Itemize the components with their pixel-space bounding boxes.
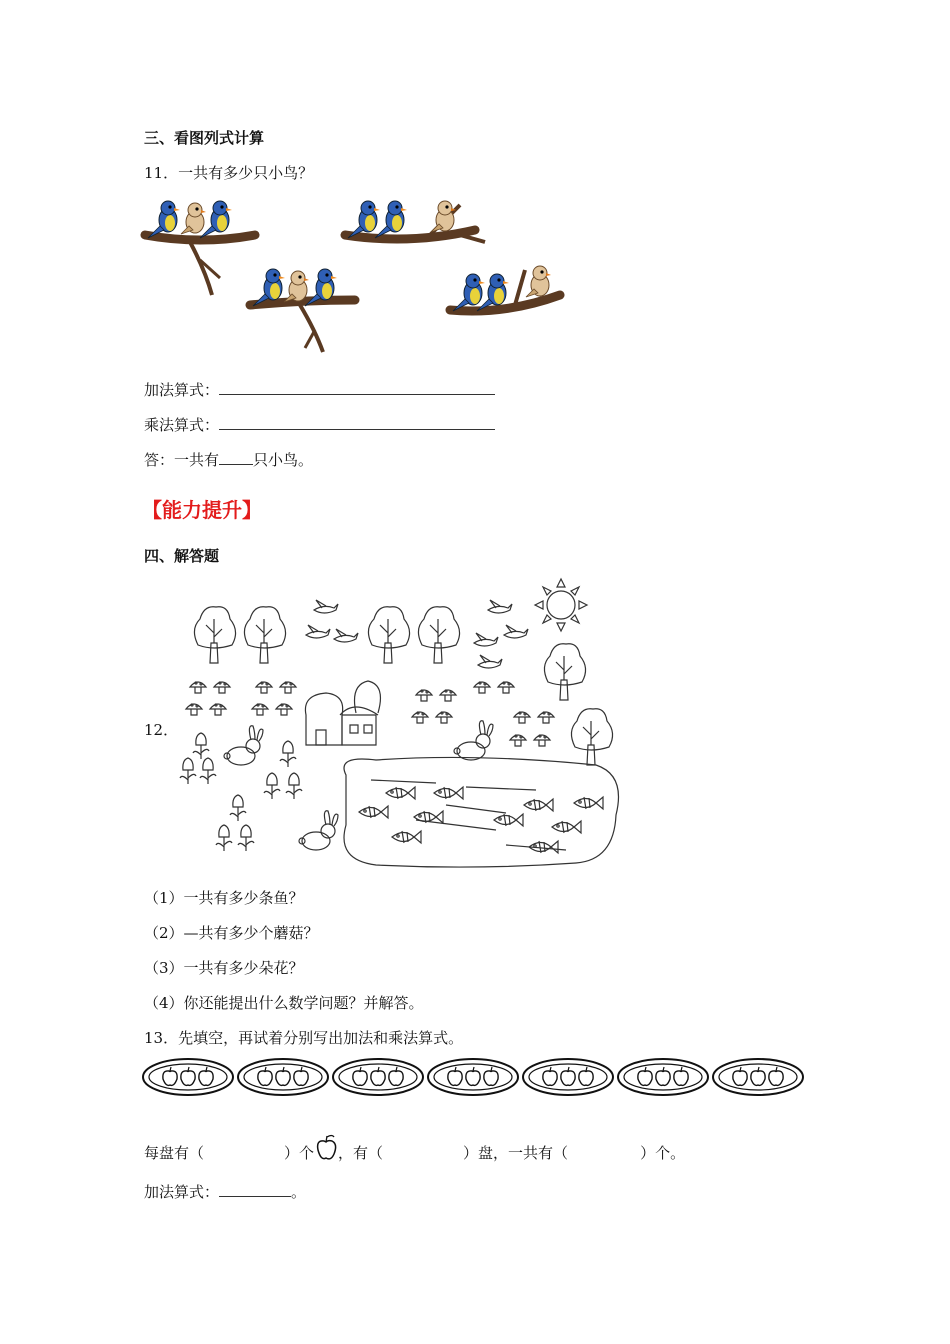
q12-sub-3: （3）一共有多少朵花？: [144, 959, 304, 977]
flower-icon: [238, 825, 254, 851]
flower-icon: [180, 758, 196, 784]
q13-add-blank[interactable]: [219, 1182, 291, 1197]
bird-icon: [504, 625, 528, 638]
mushroom-icon: [498, 682, 514, 693]
q11-mul-row: [144, 415, 495, 435]
flower-icon: [286, 773, 302, 799]
house-icon: [305, 681, 380, 745]
flower-icon: [230, 795, 246, 821]
mushroom-icon: [416, 690, 432, 701]
sun-icon: [535, 579, 587, 631]
fish-icon: [574, 797, 603, 809]
mushroom-icon: [210, 704, 226, 715]
mushroom-icon: [190, 682, 206, 693]
fish-icon: [552, 821, 581, 833]
q11-answer-suffix: 只小鸟。: [253, 451, 314, 469]
q13-fill-b: ）个: [284, 1144, 315, 1162]
q13-fill-row: [144, 1134, 685, 1163]
apple-icon: [638, 1071, 652, 1086]
q13-add-label: 加法算式：: [144, 1183, 220, 1201]
plate-icon: [143, 1059, 233, 1095]
q12-sub-1: （1）一共有多少条鱼？: [144, 889, 304, 907]
mushroom-icon: [510, 735, 526, 746]
apple-icon: [448, 1071, 462, 1086]
mushroom-icon: [252, 704, 268, 715]
bird-icon: [334, 629, 358, 642]
tree-icon: [368, 607, 409, 663]
apple-icon: [769, 1071, 783, 1086]
q11-answer-prefix: 答：一共有: [144, 451, 220, 469]
flower-icon: [264, 773, 280, 799]
fish-icon: [434, 787, 463, 799]
apple-icon: [294, 1071, 308, 1086]
q11-mul-label: 乘法算式：: [144, 416, 220, 434]
q13-fill-e: ）个。: [640, 1144, 686, 1162]
bird-icon: [488, 600, 512, 613]
mushroom-icon: [534, 735, 550, 746]
apple-icon: [314, 1134, 338, 1162]
birds-illustration: [140, 190, 570, 360]
fish-icon: [386, 787, 415, 799]
mushroom-icon: [436, 712, 452, 723]
bird-icon: [306, 625, 330, 638]
mushroom-icon: [474, 682, 490, 693]
mushroom-icon: [276, 704, 292, 715]
apple-icon: [751, 1071, 765, 1086]
plates-row: [140, 1055, 810, 1100]
pond: [344, 757, 619, 867]
apple-icon: [656, 1071, 670, 1086]
mushroom-icon: [186, 704, 202, 715]
fish-icon: [359, 806, 388, 818]
flower-icon: [216, 825, 232, 851]
bird-icon: [474, 633, 498, 646]
q13-fill-d: ）盘，一共有（: [463, 1144, 569, 1162]
plate-icon: [523, 1059, 613, 1095]
q11-add-blank[interactable]: [219, 380, 495, 395]
apple-icon: [258, 1071, 272, 1086]
q11-add-label: 加法算式：: [144, 381, 220, 399]
apple-icon: [561, 1071, 575, 1086]
apple-icon: [163, 1071, 177, 1086]
mushroom-icon: [280, 682, 296, 693]
q12-sub-2: （2）—共有多少个蘑菇？: [144, 924, 319, 942]
q13-fill-a: 每盘有（: [144, 1144, 205, 1162]
mushroom-icon: [440, 690, 456, 701]
bird-group-4: [450, 266, 560, 311]
mushroom-icon: [256, 682, 272, 693]
q11-prompt: 11．一共有多少只小鸟？: [144, 164, 314, 182]
apple-icon: [579, 1071, 593, 1086]
scene-illustration: [176, 575, 626, 870]
bird-icon: [314, 600, 338, 613]
apple-icon: [181, 1071, 195, 1086]
bird-group-1: [145, 201, 255, 295]
rabbit-icon: [454, 721, 493, 760]
tree-icon: [244, 607, 285, 663]
bird-group-3: [250, 269, 355, 352]
mushroom-icon: [412, 712, 428, 723]
ability-banner: 【能力提升】: [142, 498, 262, 522]
mushroom-icon: [538, 712, 554, 723]
q11-mul-blank[interactable]: [219, 415, 495, 430]
plate-icon: [333, 1059, 423, 1095]
flower-icon: [280, 741, 296, 767]
q12-number: 12．: [144, 721, 179, 739]
apple-icon: [674, 1071, 688, 1086]
apple-icon: [389, 1071, 403, 1086]
apple-icon: [543, 1071, 557, 1086]
tree-icon: [544, 644, 585, 700]
apple-icon: [484, 1071, 498, 1086]
fish-icon: [392, 831, 421, 843]
fish-icon: [524, 799, 553, 811]
section3-heading: 三、看图列式计算: [144, 129, 265, 147]
q12-sub-4: （4）你还能提出什么数学问题？并解答。: [144, 994, 424, 1012]
tree-icon: [194, 607, 235, 663]
q11-answer-row: [144, 450, 313, 470]
plate-icon: [238, 1059, 328, 1095]
bird-group-2: [345, 201, 485, 242]
rabbit-icon: [224, 726, 263, 765]
apple-icon: [353, 1071, 367, 1086]
rabbit-icon: [299, 811, 338, 850]
section4-heading: 四、解答题: [144, 547, 220, 565]
apple-icon: [733, 1071, 747, 1086]
plate-icon: [713, 1059, 803, 1095]
mushroom-icon: [514, 712, 530, 723]
fish-icon: [494, 814, 523, 826]
apple-icon: [466, 1071, 480, 1086]
fish-icon: [414, 811, 443, 823]
apple-icon: [276, 1071, 290, 1086]
apple-icon: [199, 1071, 213, 1086]
mushroom-icon: [214, 682, 230, 693]
plate-icon: [618, 1059, 708, 1095]
q13-fill-c: ，有（: [338, 1144, 384, 1162]
q13-add-row: [144, 1182, 306, 1202]
plate-icon: [428, 1059, 518, 1095]
q11-answer-blank[interactable]: [219, 450, 253, 465]
apple-icon: [371, 1071, 385, 1086]
flower-icon: [200, 758, 216, 784]
q13-add-end: 。: [291, 1183, 307, 1201]
q13-prompt: 13．先填空，再试着分别写出加法和乘法算式。: [144, 1029, 464, 1047]
tree-icon: [418, 607, 459, 663]
bird-icon: [478, 655, 502, 668]
flower-icon: [193, 733, 209, 759]
tree-icon: [571, 709, 612, 765]
q11-add-row: [144, 380, 495, 400]
